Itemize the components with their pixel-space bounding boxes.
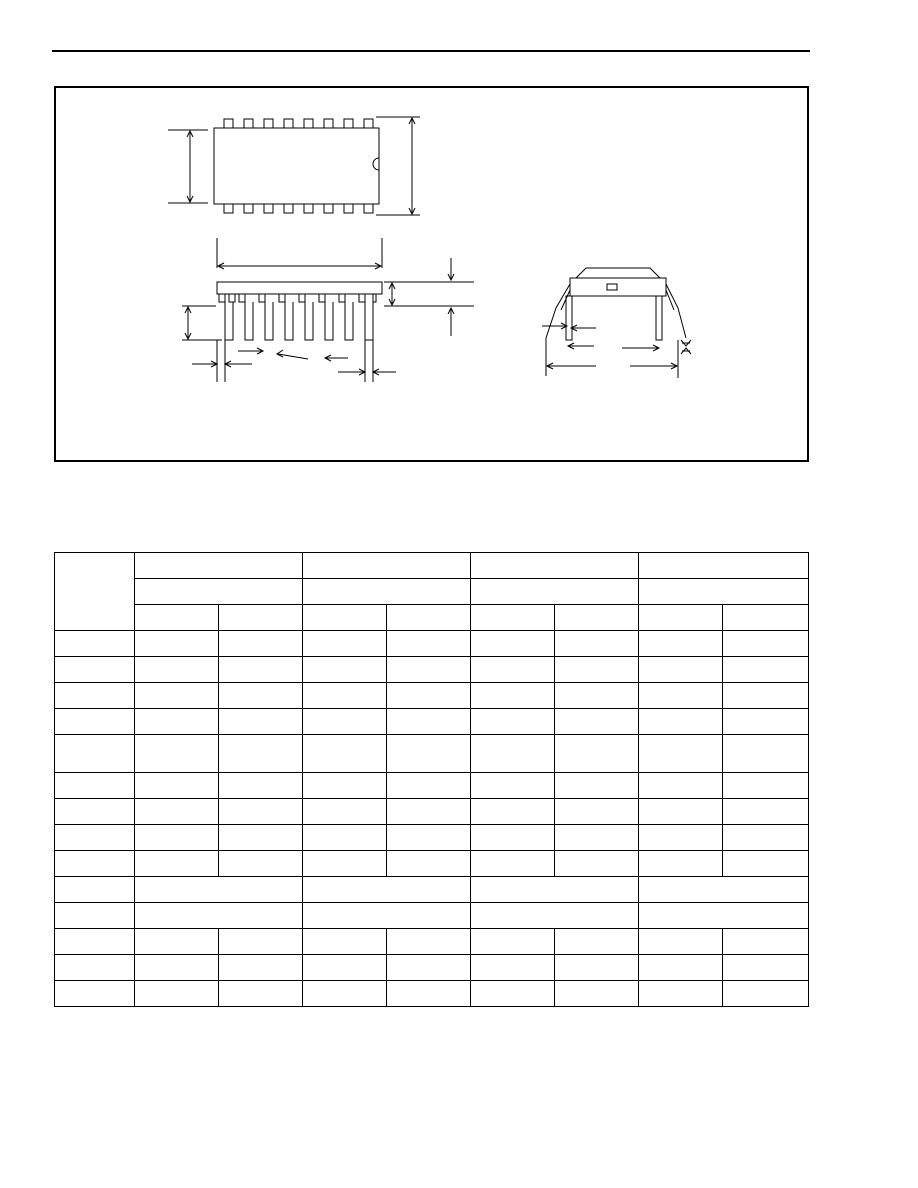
table-cell <box>471 709 555 735</box>
table-row <box>55 903 809 929</box>
table-cell <box>555 683 639 709</box>
table-cell <box>555 631 639 657</box>
table-cell <box>135 929 219 955</box>
group-header-cell <box>471 553 639 579</box>
table-cell <box>303 851 387 877</box>
table-cell <box>471 929 555 955</box>
dimension-table <box>54 552 809 1007</box>
table-cell <box>555 981 639 1007</box>
table-cell <box>471 955 555 981</box>
table-cell <box>639 683 723 709</box>
table-cell <box>387 631 471 657</box>
table-row <box>55 929 809 955</box>
table-cell <box>639 709 723 735</box>
unit-header-cell <box>303 579 471 605</box>
table-cell <box>723 773 809 799</box>
table-row <box>55 773 809 799</box>
table-cell <box>303 825 387 851</box>
table-header-row-2 <box>55 579 809 605</box>
table-cell <box>639 735 723 773</box>
table-cell <box>387 981 471 1007</box>
table-row <box>55 683 809 709</box>
table-cell <box>387 683 471 709</box>
table-cell <box>303 683 387 709</box>
table-cell <box>471 683 555 709</box>
table-cell <box>555 773 639 799</box>
table-cell <box>471 877 639 903</box>
table-row <box>55 851 809 877</box>
table-cell <box>555 735 639 773</box>
table-cell <box>723 683 809 709</box>
table-cell <box>219 799 303 825</box>
table-cell <box>135 709 219 735</box>
end-view-body <box>570 278 666 296</box>
table-cell <box>555 955 639 981</box>
table-cell <box>639 877 809 903</box>
table-cell <box>555 709 639 735</box>
table-cell <box>639 981 723 1007</box>
table-cell <box>555 825 639 851</box>
table-cell <box>303 735 387 773</box>
table-cell <box>303 955 387 981</box>
table-cell <box>303 709 387 735</box>
table-cell <box>55 657 135 683</box>
table-cell <box>387 825 471 851</box>
table-cell <box>135 773 219 799</box>
table-row <box>55 709 809 735</box>
table-cell <box>723 799 809 825</box>
max-header-cell <box>219 605 303 631</box>
table-cell <box>639 773 723 799</box>
max-header-cell <box>555 605 639 631</box>
table-cell <box>387 851 471 877</box>
table-cell <box>471 799 555 825</box>
table-cell <box>471 631 555 657</box>
table-cell <box>55 773 135 799</box>
table-row <box>55 825 809 851</box>
table-cell <box>55 903 135 929</box>
package-outline-figure <box>54 86 809 462</box>
group-header-cell <box>303 553 471 579</box>
table-cell <box>135 799 219 825</box>
table-row <box>55 799 809 825</box>
table-cell <box>135 903 303 929</box>
table-cell <box>555 657 639 683</box>
symbol-header-cell <box>55 553 135 631</box>
table-cell <box>471 735 555 773</box>
table-cell <box>723 929 809 955</box>
side-view <box>182 238 474 382</box>
table-cell <box>55 877 135 903</box>
table-cell <box>639 657 723 683</box>
table-cell <box>303 903 471 929</box>
table-cell <box>135 877 303 903</box>
table-cell <box>639 851 723 877</box>
table-cell <box>639 955 723 981</box>
end-view <box>542 268 691 378</box>
table-cell <box>219 657 303 683</box>
top-pins <box>224 119 373 128</box>
table-cell <box>219 709 303 735</box>
table-cell <box>387 773 471 799</box>
table-row <box>55 981 809 1007</box>
table-cell <box>135 657 219 683</box>
table-cell <box>55 955 135 981</box>
table-cell <box>723 709 809 735</box>
table-cell <box>219 735 303 773</box>
table-cell <box>723 981 809 1007</box>
table-cell <box>471 851 555 877</box>
side-leads <box>219 294 376 340</box>
table-cell <box>219 851 303 877</box>
table-cell <box>471 981 555 1007</box>
table-cell <box>471 903 639 929</box>
table-cell <box>303 773 387 799</box>
table-cell <box>639 903 809 929</box>
table-cell <box>135 851 219 877</box>
table-row <box>55 735 809 773</box>
table-cell <box>387 929 471 955</box>
table-cell <box>55 851 135 877</box>
table-cell <box>55 981 135 1007</box>
page-header-rule <box>52 50 810 52</box>
table-cell <box>555 929 639 955</box>
table-cell <box>55 929 135 955</box>
min-header-cell <box>639 605 723 631</box>
table-cell <box>639 825 723 851</box>
group-header-cell <box>639 553 809 579</box>
table-cell <box>303 799 387 825</box>
table-cell <box>723 955 809 981</box>
table-cell <box>303 981 387 1007</box>
table-cell <box>219 631 303 657</box>
table-cell <box>639 799 723 825</box>
table-cell <box>219 683 303 709</box>
table-cell <box>723 631 809 657</box>
group-header-cell <box>135 553 303 579</box>
top-view <box>168 117 420 215</box>
table-cell <box>135 955 219 981</box>
table-cell <box>135 735 219 773</box>
table-cell <box>471 825 555 851</box>
table-cell <box>219 773 303 799</box>
table-cell <box>387 709 471 735</box>
unit-header-cell <box>471 579 639 605</box>
table-cell <box>55 735 135 773</box>
package-body-side <box>217 282 382 294</box>
table-cell <box>723 851 809 877</box>
package-body-top <box>214 128 379 204</box>
table-row <box>55 955 809 981</box>
unit-header-cell <box>639 579 809 605</box>
table-row <box>55 877 809 903</box>
min-header-cell <box>303 605 387 631</box>
table-cell <box>303 631 387 657</box>
table-cell <box>387 955 471 981</box>
unit-header-cell <box>135 579 303 605</box>
table-cell <box>55 825 135 851</box>
table-cell <box>303 877 471 903</box>
pin1-notch <box>373 158 379 170</box>
table-cell <box>387 735 471 773</box>
table-cell <box>55 683 135 709</box>
table-cell <box>303 657 387 683</box>
table-cell <box>555 799 639 825</box>
table-cell <box>471 657 555 683</box>
table-cell <box>135 981 219 1007</box>
table-cell <box>55 709 135 735</box>
table-cell <box>219 825 303 851</box>
table-cell <box>219 981 303 1007</box>
end-view-top <box>576 268 660 278</box>
table-cell <box>387 799 471 825</box>
table-cell <box>639 631 723 657</box>
table-cell <box>135 631 219 657</box>
min-header-cell <box>471 605 555 631</box>
table-row <box>55 657 809 683</box>
table-cell <box>303 929 387 955</box>
table-cell <box>387 657 471 683</box>
table-cell <box>219 929 303 955</box>
table-cell <box>723 825 809 851</box>
table-cell <box>471 773 555 799</box>
table-cell <box>135 683 219 709</box>
table-header-row-3 <box>55 605 809 631</box>
table-header-row-1 <box>55 553 809 579</box>
bottom-pins <box>224 204 373 213</box>
min-header-cell <box>135 605 219 631</box>
max-header-cell <box>723 605 809 631</box>
table-row <box>55 631 809 657</box>
table-cell <box>639 929 723 955</box>
package-drawing <box>56 88 807 460</box>
table-cell <box>55 799 135 825</box>
max-header-cell <box>387 605 471 631</box>
table-cell <box>723 657 809 683</box>
table-cell <box>55 631 135 657</box>
table-cell <box>219 955 303 981</box>
table-cell <box>555 851 639 877</box>
table-cell <box>135 825 219 851</box>
table-cell <box>723 735 809 773</box>
